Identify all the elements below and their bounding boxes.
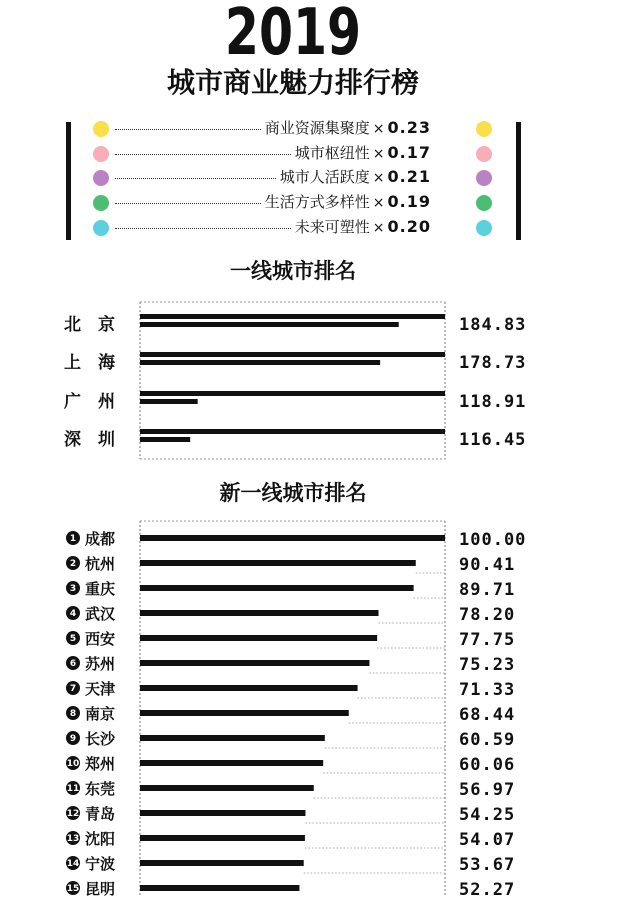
newtier1-city-label: 苏州 (85, 655, 116, 673)
newtier1-value-label: 60.59 (459, 730, 516, 750)
newtier1-city-label: 宁波 (85, 855, 116, 873)
newtier1-value-label: 68.44 (459, 705, 516, 725)
legend-label-text: 城市人活跃度 (279, 168, 370, 186)
newtier1-value-label: 90.41 (459, 555, 516, 575)
tier1-bar-excess (140, 399, 198, 404)
rank-number: 5 (69, 634, 77, 645)
rank-number: 12 (66, 809, 80, 820)
legend-weight: 0.20 (387, 217, 431, 236)
newtier1-bar (140, 710, 349, 716)
tier1-bar-excess (140, 437, 190, 442)
newtier1-bar (140, 735, 325, 741)
tier1-bar-base (140, 352, 445, 357)
newtier1-bar (140, 585, 414, 591)
legend-label-text: 商业资源集聚度 (264, 119, 370, 137)
legend-times-sign: × (372, 121, 385, 137)
tier1-value-label: 118.91 (459, 392, 527, 412)
newtier1-value-label: 54.07 (459, 830, 516, 850)
newtier1-city-label: 武汉 (85, 605, 116, 623)
legend-label-text: 生活方式多样性 (264, 193, 370, 211)
rank-number: 15 (66, 884, 80, 895)
tier1-bar-base (140, 314, 445, 319)
newtier1-city-label: 长沙 (85, 730, 116, 748)
legend-label-text: 未来可塑性 (294, 218, 370, 236)
newtier1-value-label: 75.23 (459, 655, 516, 675)
newtier1-value-label: 60.06 (459, 755, 516, 775)
newtier1-bar (140, 785, 314, 791)
newtier1-city-label: 杭州 (85, 555, 116, 573)
newtier1-city-label: 西安 (85, 630, 116, 648)
legend-times-sign: × (372, 146, 385, 162)
legend-times-sign: × (372, 195, 385, 211)
rank-number: 4 (69, 609, 77, 620)
newtier1-section-title: 新一线城市排名 (219, 481, 367, 505)
rank-number: 8 (69, 709, 77, 720)
legend-weight: 0.19 (387, 192, 431, 211)
page-title: 城市商业魅力排行榜 (166, 66, 419, 99)
rank-number: 3 (69, 584, 77, 595)
tier1-section-title: 一线城市排名 (230, 259, 356, 283)
legend-times-sign: × (372, 220, 385, 236)
newtier1-city-label: 郑州 (85, 755, 116, 773)
newtier1-city-label: 青岛 (85, 805, 116, 823)
tier1-city-label: 上 海 (64, 353, 115, 373)
legend-weight: 0.17 (387, 143, 431, 162)
newtier1-value-label: 71.33 (459, 680, 516, 700)
tier1-city-label: 北 京 (64, 315, 115, 335)
rank-number: 11 (66, 784, 80, 795)
newtier1-bar (140, 760, 323, 766)
newtier1-city-label: 东莞 (85, 780, 116, 798)
rank-number: 2 (69, 559, 77, 570)
tier1-value-label: 178.73 (459, 353, 527, 373)
newtier1-value-label: 56.97 (459, 780, 516, 800)
tier1-value-label: 116.45 (459, 430, 527, 450)
newtier1-city-label: 昆明 (85, 880, 116, 897)
newtier1-value-label: 53.67 (459, 855, 516, 875)
newtier1-bar (140, 810, 305, 816)
newtier1-value-label: 100.00 (459, 530, 527, 550)
newtier1-value-label: 77.75 (459, 630, 516, 650)
newtier1-value-label: 54.25 (459, 805, 516, 825)
newtier1-city-label: 天津 (85, 680, 116, 698)
rank-number: 7 (69, 684, 77, 695)
newtier1-city-label: 沈阳 (85, 830, 116, 848)
rank-number: 14 (66, 859, 80, 870)
legend-label-text: 城市枢纽性 (294, 144, 370, 162)
newtier1-value-label: 89.71 (459, 580, 516, 600)
rank-number: 1 (69, 534, 77, 545)
newtier1-bar (140, 860, 304, 866)
tier1-bar-base (140, 429, 445, 434)
newtier1-bar (140, 535, 445, 541)
newtier1-value-label: 52.27 (459, 880, 516, 897)
newtier1-bar (140, 560, 416, 566)
newtier1-bar (140, 660, 369, 666)
tier1-bar-excess (140, 360, 380, 365)
newtier1-bar (140, 610, 379, 616)
newtier1-value-label: 78.20 (459, 605, 516, 625)
newtier1-bar (140, 835, 305, 841)
rank-number: 10 (66, 759, 80, 770)
newtier1-bar (140, 635, 377, 641)
newtier1-bar (140, 685, 358, 691)
rank-number: 9 (69, 734, 77, 745)
legend-times-sign: × (372, 170, 385, 186)
tier1-value-label: 184.83 (459, 315, 527, 335)
newtier1-city-label: 成都 (85, 530, 116, 548)
tier1-city-label: 广 州 (64, 392, 115, 412)
newtier1-bar (140, 885, 299, 891)
tier1-bar-base (140, 391, 445, 396)
year-heading: 2019 (224, 0, 362, 70)
newtier1-city-label: 南京 (85, 705, 116, 723)
tier1-city-label: 深 圳 (64, 430, 115, 450)
newtier1-city-label: 重庆 (85, 580, 116, 598)
tier1-bar-excess (140, 322, 399, 327)
legend-weight: 0.21 (387, 167, 431, 186)
legend-weight: 0.23 (387, 118, 431, 137)
rank-number: 6 (69, 659, 77, 670)
rank-number: 13 (66, 834, 80, 845)
